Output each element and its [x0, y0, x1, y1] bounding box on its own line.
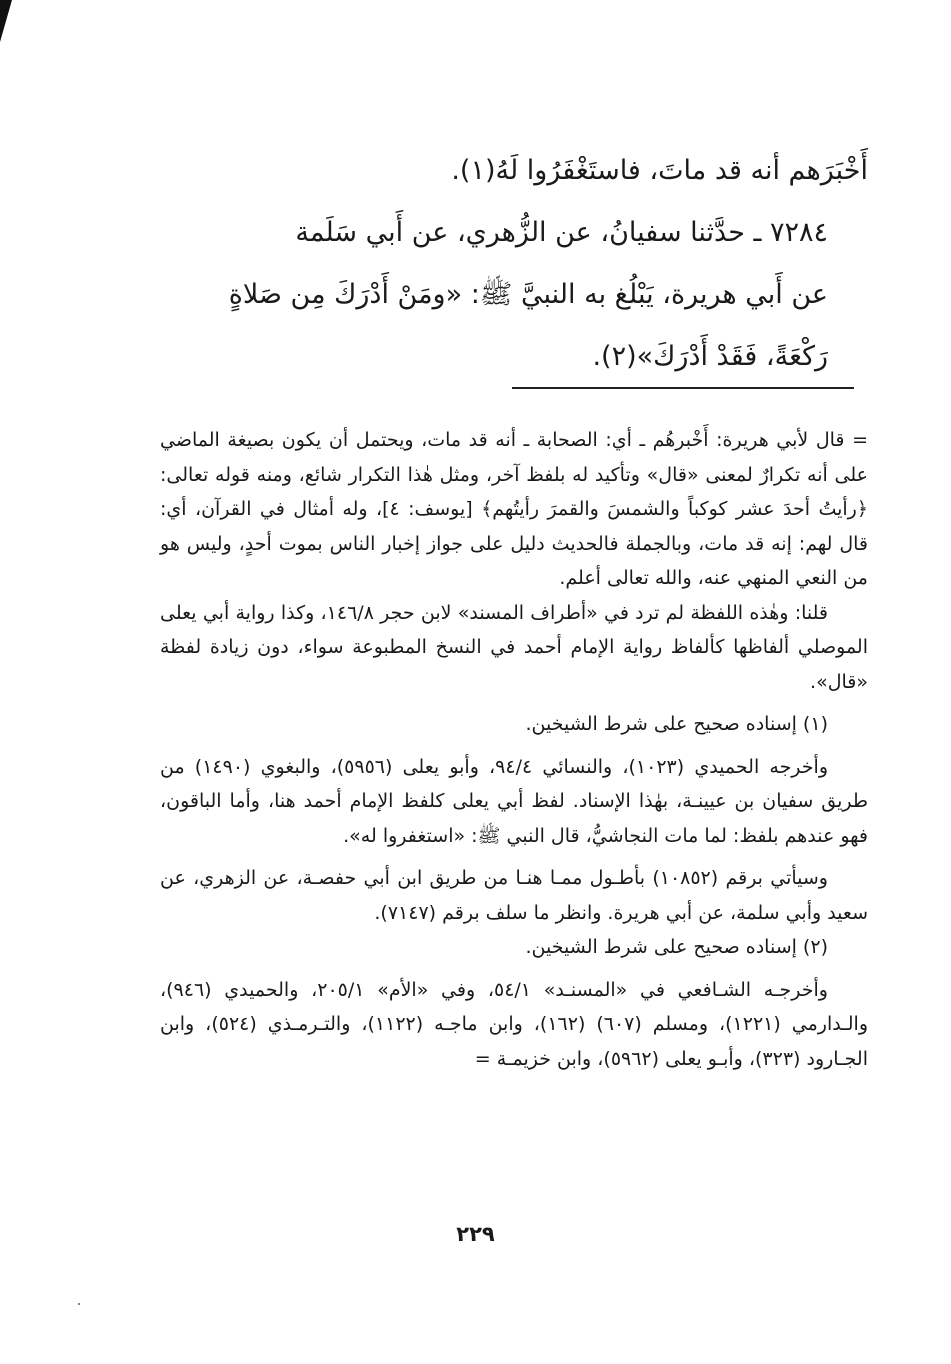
footnote-separator [512, 387, 854, 389]
hadith-matn: عن أَبي هريرة، يَبْلُغ به النبيَّ ﷺ: «ومَنْ أَدْرَكَ مِن صَلاةٍ رَكْعَةً، فَقَدْ أَدْرَكَ»(٢). [228, 279, 828, 372]
hadith-isnad: ٧٢٨٤ ـ حدَّثنا سفيانُ، عن الزُّهري، عن أَبي سَلَمة [295, 217, 828, 248]
scan-corner-mark [0, 0, 12, 42]
main-text [160, 140, 868, 388]
footnotes [160, 423, 868, 1076]
footnote-2-takhrij: وأخرجـه الشـافعي في «المسنـد» ٥٤/١، وفي «الأم» ٢٠٥/١، والحميدي (٩٤٦)، والـدارمي (١٢٢١)، ومسلم (٦٠٧) (١٦٢)، وابن ماجـه (١١٢٢)، والتـرمـذي (٥٢٤)، وابن الجـارود (٣٢٣)، وأبـو يعلى (٥٩٦٢)، وابن خزيمـة = [160, 978, 869, 1070]
footnote-1-takhrij: وأخرجه الحميدي (١٠٢٣)، والنسائي ٩٤/٤، وأبو يعلى (٥٩٥٦)، والبغوي (١٤٩٠) من طريق سفيان بن عيينـة، بهٰذا الإسناد. لفظ أبي يعلى كلفظ الإمام أحمد هنا، وأما الباقون، فهو عندهم بلفظ: لما مات النجاشيُّ، قال النبي ﷺ: «استغفروا له». [160, 755, 868, 847]
main-line-1: أَخْبَرَهم أنه قد ماتَ، فاستَغْفَرُوا لَهُ(١). [451, 155, 868, 186]
footnote-1-heading: (١) إسناده صحيح على شرط الشيخين. [525, 713, 828, 735]
footnote-continuation: = قال لأبي هريرة: أَخْبرهُم ـ أي: الصحابة ـ أنه قد مات، ويحتمل أن يكون بصيغة الماضي على أنه تكرارٌ لمعنى «قال» وتأكيد له بلفظ آخر، ومثل هٰذا التكرار شائع، ومنه قوله تعالى: ﴿رأيتُ أحدَ عشر كوكباً والشمسَ والقمرَ رأيتُهم﴾ [يوسف: ٤]، وله أمثال في القرآن، أي: قال لهم: إنه قد مات، وبالجملة فالحديث دليل على جواز إخبار الناس بموت أحدٍ، وليس هو من النعي المنهي عنه، والله تعالى أعلم. [160, 429, 868, 589]
footnote-1-see-also: وسيأتي برقم (١٠٨٥٢) بأطـول ممـا هنـا من طريق ابن أبي حفصـة، عن الزهري، عن سعيد وأبي سلمة، عن أبي هريرة. وانظر ما سلف برقم (٧١٤٧). [160, 867, 868, 924]
footnote-qulna: قلنا: وهٰذه اللفظة لم ترد في «أطراف المسند» لابن حجر ١٤٦/٨، وكذا رواية أبي يعلى الموصلي ألفاظها كألفاظ رواية الإمام أحمد في النسخ المطبوعة سواء، دون زيادة لفظة «قال». [160, 601, 868, 693]
scan-speck [78, 1303, 80, 1305]
footnote-2-heading: (٢) إسناده صحيح على شرط الشيخين. [525, 936, 828, 958]
page-number: ٢٢٩ [456, 1222, 495, 1246]
